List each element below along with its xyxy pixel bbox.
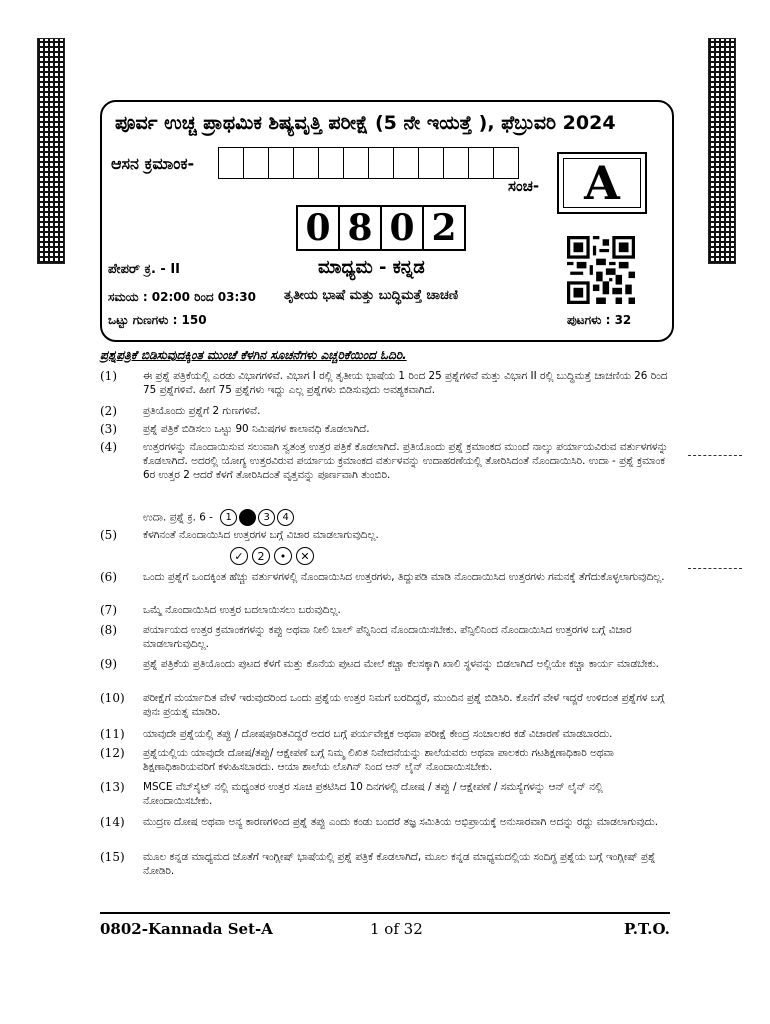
seat-digit-box[interactable] — [393, 147, 419, 179]
instruction-text: ಮುದ್ರಣ ದೋಷ ಅಥವಾ ಅನ್ಯ ಕಾರಣಗಳಿಂದ ಪ್ರಶ್ನೆ ತಪ್ಪು ಎಂದು ಕಂಡು ಬಂದರೆ ತಜ್ಞ ಸಮಿತಿಯ ಅಭಿಪ್ರಾಯಕ್ಕೆ ಅನುಸಾರವಾಗಿ ಅದನ್ನು ರದ್ದು ಮಾಡಲಾಗುವುದು. — [143, 816, 659, 828]
instruction-number: (4) — [100, 440, 117, 454]
instruction-text: MSCE ವೆಬ್‌ಸೈಟ್ ನಲ್ಲಿ ಮಧ್ಯಂತರ ಉತ್ತರ ಸೂಚಿ ಪ್ರಕಟಿಸಿದ 10 ದಿನಗಳಲ್ಲಿ ದೋಷ / ತಪ್ಪು / ಆಕ್ಷೇಪಣೆ / ಸಮಸ್ಯೆಗಳನ್ನು ಆನ್ ಲೈನ್ ನಲ್ಲಿ ನೋಂದಾಯಿಸಬೇಕು. — [143, 781, 603, 807]
dot-mark-icon: • — [274, 547, 292, 565]
footer-pto: P.T.O. — [624, 920, 670, 938]
example-bubbles — [220, 509, 294, 526]
instruction-text: ಕೆಳಗಿನಂತೆ ನೊಂದಾಯಿಸಿದ ಉತ್ತರಗಳ ಬಗ್ಗೆ ವಿಚಾರ ಮಾಡಲಾಗುವುದಿಲ್ಲ. — [143, 529, 379, 541]
instruction-number: (5) — [100, 528, 117, 542]
footer-paper-code: 0802-Kannada Set-A — [100, 920, 273, 938]
instruction-text: ಪ್ರಶ್ನೆಯಲ್ಲಿಯ ಯಾವುದೇ ದೋಷ/ತಪ್ಪು/ ಆಕ್ಷೇಪಣೆ ಬಗ್ಗೆ ನಿಮ್ಮ ಲಿಖಿತ ನಿವೇದನೆಯನ್ನು ಶಾಲೆಯವರು ಅಥವಾ ಪಾಲಕರು ಗಟಶಿಕ್ಷಣಾಧಿಕಾರಿ ಅಥವಾ ಶಿಕ್ಷಣಾಧಿಕಾರಿಯವರಿಗೆ ಕಳುಹಿಸಬಾರದು. ಆಯಾ ಶಾಲೆಯ ಲೊಗಿನ್ ನಿಂದ ಆನ್ ಲೈನ್ ನೊಂದಾಯಿಸಬೇಕು. — [143, 747, 614, 773]
instruction-number: (10) — [100, 691, 125, 705]
seat-digit-box[interactable] — [293, 147, 319, 179]
instruction-number: (2) — [100, 404, 117, 418]
seat-number-boxes[interactable] — [219, 147, 519, 179]
seat-digit-box[interactable] — [268, 147, 294, 179]
code-digit: 0 — [296, 205, 340, 251]
set-box — [557, 152, 647, 214]
instruction-text: ಈ ಪ್ರಶ್ನೆ ಪತ್ರಿಕೆಯಲ್ಲಿ ಎರಡು ವಿಭಾಗಗಳಿವೆ. ವಿಭಾಗ I ರಲ್ಲಿ ತೃತೀಯ ಭಾಷೆಯ 1 ರಿಂದ 25 ಪ್ರಶ್ನೆಗಳಿವೆ ಮತ್ತು ವಿಭಾಗ II ರಲ್ಲಿ ಬುದ್ಧಿಮತ್ತೆ ಚಾಚಣಿಯ 26 ರಿಂದ 75 ಪ್ರಶ್ನೆಗಳಿವೆ. ಹೀಗೆ 75 ಪ್ರಶ್ನೆಗಳು ಇದ್ದು ಎಲ್ಲ ಪ್ರಶ್ನೆಗಳು ಬಿಡಿಸುವುದು ಅವಶ್ಯಕವಾಗಿದೆ. — [143, 370, 668, 396]
medium: ಮಾಧ್ಯಮ - ಕನ್ನಡ — [318, 257, 425, 278]
seat-number-label: ಆಸನ ಕ್ರಮಾಂಕ- — [111, 154, 195, 173]
paper-number: ಪೇಪರ್ ಕ್ರ. - II — [108, 262, 181, 277]
instruction-text: ಉತ್ತರಗಳನ್ನು ನೊಂದಾಯಿಸುವ ಸಲುವಾಗಿ ಸ್ವತಂತ್ರ ಉತ್ತರ ಪತ್ರಿಕೆ ಕೊಡಲಾಗಿದೆ. ಪ್ರತಿಯೊಂದು ಪ್ರಶ್ನೆ ಕ್ರಮಾಂಕದ ಮುಂದೆ ನಾಲ್ಕು ಪರ್ಯಾಯವಿರುವ ವರ್ತುಳಗಳನ್ನು ಕೊಡಲಾಗಿದೆ. ಅದರಲ್ಲಿ ಯೋಗ್ಯ ಉತ್ತರವಿರುವ ಪರ್ಯಾಯ ಕ್ರಮಾಂಕದ ವರ್ತುಳವನ್ನು ಉದಾಹರಣೆಯಲ್ಲಿ ತೋರಿಸಿದಂತೆ ನೊಂದಾಯಿಸಿರಿ. ಉದಾ - ಪ್ರಶ್ನೆ ಕ್ರಮಾಂಕ 6ರ ಉತ್ತರ 2 ಆದರೆ ಕೆಳಗೆ ತೋರಿಸಿದಂತೆ ವೃತ್ತವನ್ನು ಪೂರ್ಣವಾಗಿ ತುಂಬಿರಿ. — [143, 441, 668, 481]
decorative-border-left — [37, 38, 65, 264]
example-label: ಉದಾ. ಪ್ರಶ್ನೆ ಕ್ರ. 6 - — [143, 511, 213, 524]
seat-digit-box[interactable] — [468, 147, 494, 179]
instruction-number: (12) — [100, 746, 125, 760]
instruction-number: (13) — [100, 780, 125, 794]
invalid-marking-examples — [230, 547, 314, 565]
instruction-number: (7) — [100, 603, 117, 617]
instruction-text: ಪರೀಕ್ಷೆಗೆ ಮರ್ಯಾದಿತ ವೇಳೆ ಇರುವುದರಿಂದ ಒಂದು ಪ್ರಶ್ನೆಯ ಉತ್ತರ ನಿಮಗೆ ಬರದಿದ್ದರೆ, ಮುಂದಿನ ಪ್ರಶ್ನೆ ಬಿಡಿಸಿರಿ. ಕೊನೆಗೆ ವೇಳೆ ಇದ್ದರೆ ಉಳಿದಂತ ಪ್ರಶ್ನೆಗಳ ಬಗ್ಗೆ ಪುನಃ ಪ್ರಯತ್ನ ಮಾಡಿರಿ. — [143, 692, 665, 718]
option-bubble: 1 — [220, 509, 237, 526]
instruction-number: (1) — [100, 369, 117, 383]
instruction-number: (3) — [100, 422, 117, 436]
instruction-number: (9) — [100, 657, 117, 671]
cut-line — [688, 568, 742, 569]
seat-digit-box[interactable] — [243, 147, 269, 179]
seat-digit-box[interactable] — [318, 147, 344, 179]
set-label: ಸಂಚ- — [508, 177, 540, 195]
code-digit: 2 — [422, 205, 466, 251]
qr-code-icon — [567, 236, 635, 304]
instruction-text: ಪರ್ಯಾಯದ ಉತ್ತರ ಕ್ರಮಾಂಕಗಳನ್ನು ಕಪ್ಪು ಅಥವಾ ನೀಲಿ ಬಾಲ್ ಪೆನ್ನಿನಿಂದ ನೊಂದಾಯಿಸಬೇಕು. ಪೆನ್ಸಿಲಿನಿಂದ ನೊಂದಾಯಿಸಿದ ಉತ್ತರಗಳ ಬಗ್ಗೆ ವಿಚಾರ ಮಾಡಲಾಗುವುದಿಲ್ಲ. — [143, 624, 632, 650]
instruction-text: ಮೂಲ ಕನ್ನಡ ಮಾಧ್ಯಮದ ಜೊತೆಗೆ ಇಂಗ್ಲೀಷ್ ಭಾಷೆಯಲ್ಲಿ ಪ್ರಶ್ನೆ ಪತ್ರಿಕೆ ಕೊಡಲಾಗಿದೆ, ಮೂಲ ಕನ್ನಡ ಮಾಧ್ಯಮದಲ್ಲಿಯ ಸಂದಿಗ್ಧ ಪ್ರಶ್ನೆಯ ಬಗ್ಗೆ ಇಂಗ್ಲೀಷ್ ಪ್ರಶ್ನೆ ನೋಡಿರಿ. — [143, 851, 656, 877]
instruction-number: (8) — [100, 623, 117, 637]
instruction-text: ಒಂದು ಪ್ರಶ್ನೆಗೆ ಒಂದಕ್ಕಿಂತ ಹೆಚ್ಚು ವರ್ತುಳಗಳಲ್ಲಿ ನೊಂದಾಯಿಸಿದ ಉತ್ತರಗಳು, ತಿದ್ದುಪಡಿ ಮಾಡಿ ನೊಂದಾಯಿಸಿದ ಉತ್ತರಗಳು ಗಮನಕ್ಕೆ ತೆಗೆದುಕೊಳ್ಳಲಾಗುವುದಿಲ್ಲ. — [143, 571, 665, 583]
circled-number-icon: 2 — [252, 547, 270, 565]
subject: ತೃತೀಯ ಭಾಷೆ ಮತ್ತು ಬುದ್ಧಿಮತ್ತೆ ಚಾಚಣಿ — [284, 288, 459, 303]
instruction-text: ಯಾವುದೇ ಪ್ರಶ್ನೆಯಲ್ಲಿ ತಪ್ಪು / ದೋಷಪೂರಿತವಿದ್ದರೆ ಅದರ ಬಗ್ಗೆ ಪರ್ಯವೇಕ್ಷಕ ಅಥವಾ ಪರೀಕ್ಷೆ ಕೇಂದ್ರ ಸಂಚಾಲಕರ ಕಡೆ ವಿಚಾರಣೆ ಮಾಡಬಾರದು. — [143, 728, 613, 740]
footer-rule — [100, 912, 670, 914]
seat-digit-box[interactable] — [218, 147, 244, 179]
instruction-text: ಪ್ರಶ್ನೆ ಪತ್ರಿಕೆ ಬಿಡಿಸಲು ಒಟ್ಟು 90 ನಿಮಿಷಗಳ ಕಾಲಾವಧಿ ಕೊಡಲಾಗಿದೆ. — [143, 423, 370, 435]
total-marks: ಒಟ್ಟು ಗುಣಗಳು : 150 — [108, 313, 207, 327]
seat-digit-box[interactable] — [343, 147, 369, 179]
cross-mark-icon: ✕ — [296, 547, 314, 565]
instruction-number: (14) — [100, 815, 125, 829]
set-value: A — [563, 158, 641, 208]
seat-digit-box[interactable] — [418, 147, 444, 179]
instruction-text: ಪ್ರತಿಯೊಂದು ಪ್ರಶ್ನೆಗೆ 2 ಗುಣಗಳಿವೆ. — [143, 405, 261, 417]
code-digit: 0 — [380, 205, 424, 251]
instruction-number: (15) — [100, 850, 125, 864]
instruction-text: ಪ್ರಶ್ನೆ ಪತ್ರಿಕೆಯ ಪ್ರತಿಯೊಂದು ಪುಟದ ಕೆಳಗೆ ಮತ್ತು ಕೊನೆಯ ಪುಟದ ಮೇಲೆ ಕಚ್ಚಾ ಕೆಲಸಕ್ಕಾಗಿ ಖಾಲಿ ಸ್ಥಳವನ್ನು ಬಿಡಲಾಗಿದೆ ಅಲ್ಲಿಯೇ ಕಚ್ಚಾ ಕಾರ್ಯ ಮಾಡಬೇಕು. — [143, 658, 659, 670]
page-count: ಪುಟಗಳು : 32 — [567, 313, 632, 327]
filled-option-bubble — [239, 509, 256, 526]
tick-mark-icon: ✓ — [230, 547, 248, 565]
exam-title: ಪೂರ್ವ ಉಚ್ಚ ಪ್ರಾಥಮಿಕ ಶಿಷ್ಯವೃತ್ತಿ ಪರೀಕ್ಷೆ (5 ನೇ ಇಯತ್ತೆ ), ಫೆಬ್ರುವರಿ 2024 — [115, 112, 616, 134]
instructions-heading: ಪ್ರಶ್ನಪತ್ರಿಕೆ ಬಿಡಿಸುವುದಕ್ಕಿಂತ ಮುಂಚೆ ಕೆಳಗಿನ ಸೂಚನೆಗಳು ಎಚ್ಚರಿಕೆಯಿಂದ ಓದಿರಿ. — [100, 348, 407, 362]
paper-code — [298, 205, 466, 251]
seat-digit-box[interactable] — [493, 147, 519, 179]
cut-line — [688, 455, 742, 456]
seat-digit-box[interactable] — [368, 147, 394, 179]
decorative-border-right — [708, 38, 736, 264]
instruction-number: (6) — [100, 570, 117, 584]
instruction-number: (11) — [100, 727, 125, 741]
code-digit: 8 — [338, 205, 382, 251]
seat-digit-box[interactable] — [443, 147, 469, 179]
option-bubble: 4 — [277, 509, 294, 526]
option-bubble: 3 — [258, 509, 275, 526]
instruction-text: ಒಮ್ಮೆ ನೊಂದಾಯಿಸಿದ ಉತ್ತರ ಬದಲಾಯಿಸಲು ಬರುವುದಿಲ್ಲ. — [143, 604, 341, 616]
footer-page-number: 1 of 32 — [370, 920, 423, 938]
exam-time: ಸಮಯ : 02:00 ರಿಂದ 03:30 — [108, 290, 256, 304]
